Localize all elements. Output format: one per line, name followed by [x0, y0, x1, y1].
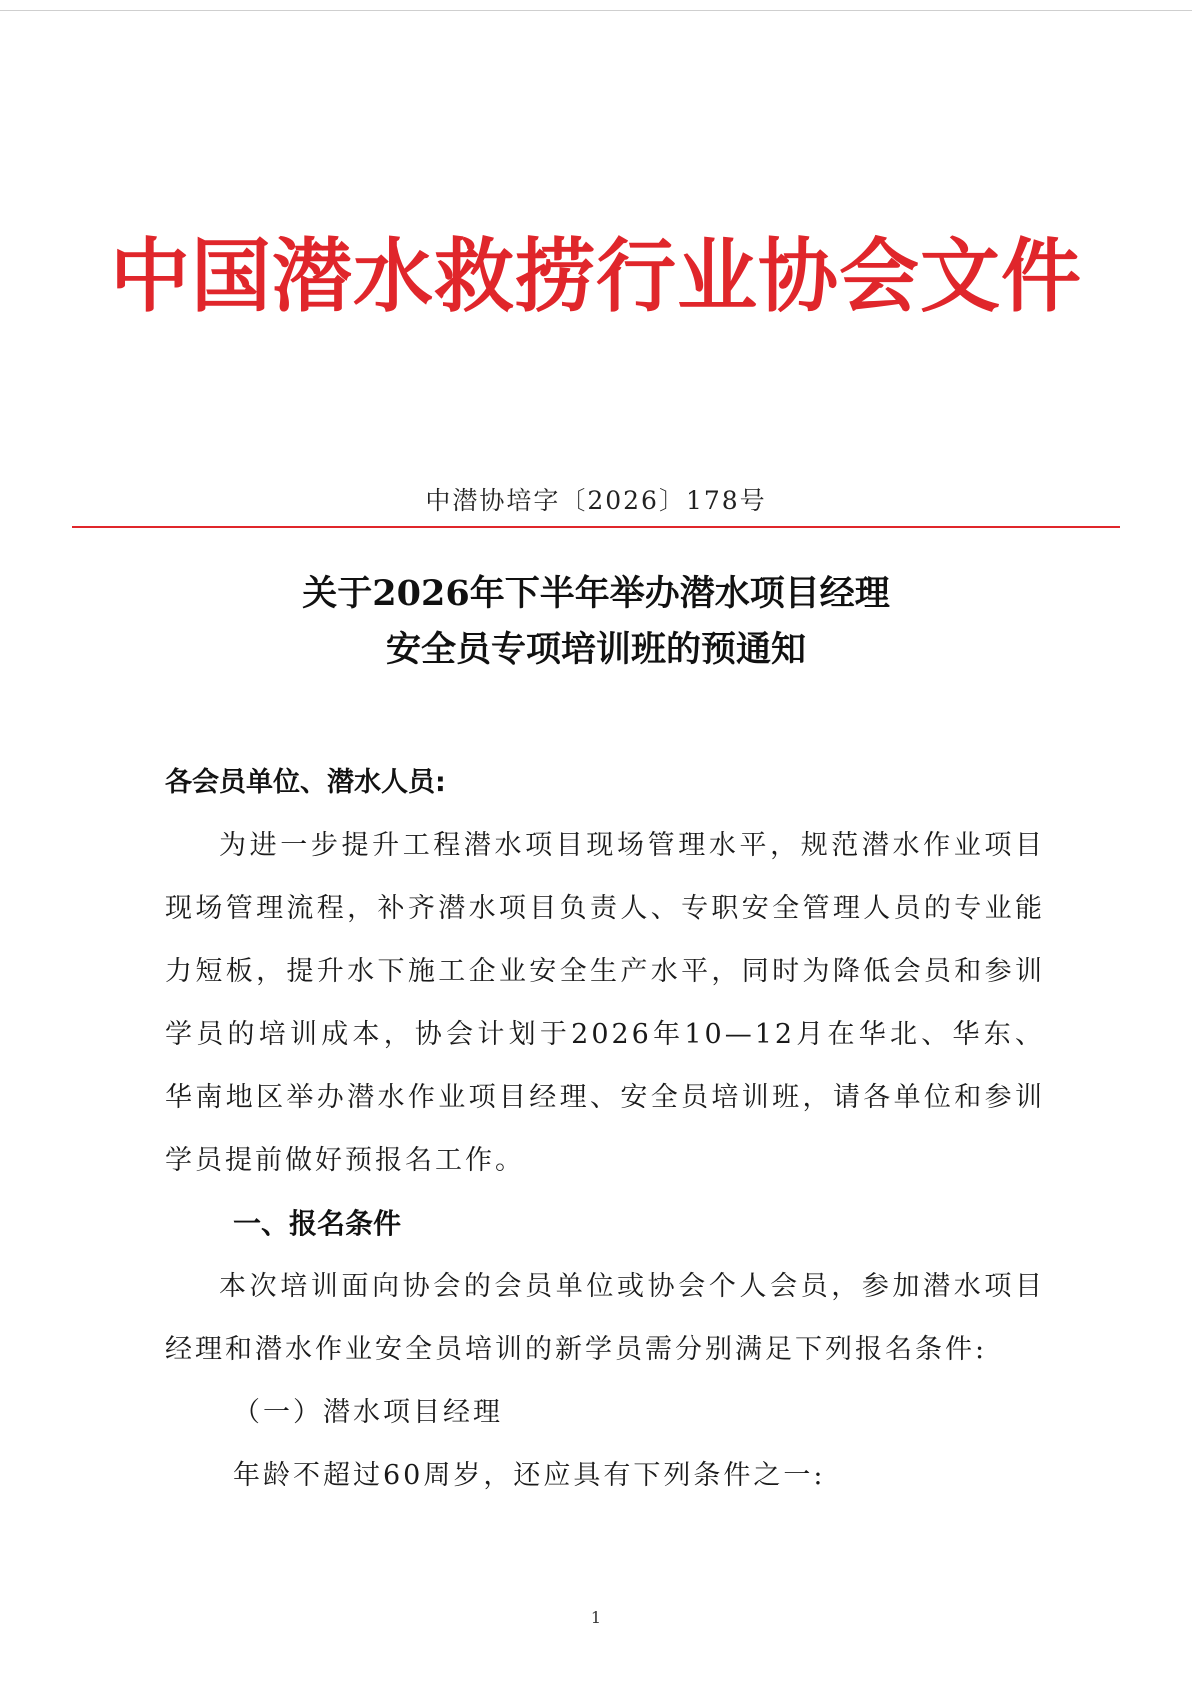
- subsection-heading-project-manager: （一）潜水项目经理: [233, 1397, 503, 1428]
- intro-paragraph: 为进一步提升工程潜水项目现场管理水平，规范潜水作业项目现场管理流程，补齐潜水项目负责人、专职安全管理人员的专业能力短板，提升水下施工企业安全生产水平，同时为降低会员和参训学员的培训成本，协会计划于2026年10—12月在华北、华东、华南地区举办潜水作业项目经理、安全员培训班，请各单位和参训学员提前做好预报名工作。: [165, 830, 1045, 1176]
- section-heading-registration: 一、报名条件: [233, 1207, 402, 1240]
- document-number: 中潜协培字〔2026〕178号: [425, 486, 767, 515]
- page-number: 1: [590, 1608, 602, 1627]
- project-manager-requirement: 年龄不超过60周岁，还应具有下列条件之一:: [233, 1460, 826, 1491]
- document-title: [0, 566, 1192, 678]
- scan-top-border: [0, 10, 1192, 11]
- document-body: [165, 752, 1045, 1507]
- header-red-divider: [72, 526, 1120, 528]
- salutation: 各会员单位、潜水人员:: [165, 767, 446, 798]
- document-title-line-1: 关于2026年下半年举办潜水项目经理: [302, 573, 890, 614]
- registration-paragraph: 本次培训面向协会的会员单位或协会个人会员，参加潜水项目经理和潜水作业安全员培训的新学员需分别满足下列报名条件:: [165, 1271, 1045, 1365]
- org-document-header: 中国潜水救捞行业协会文件: [110, 229, 1082, 323]
- document-title-line-2: 安全员专项培训班的预通知: [385, 629, 806, 670]
